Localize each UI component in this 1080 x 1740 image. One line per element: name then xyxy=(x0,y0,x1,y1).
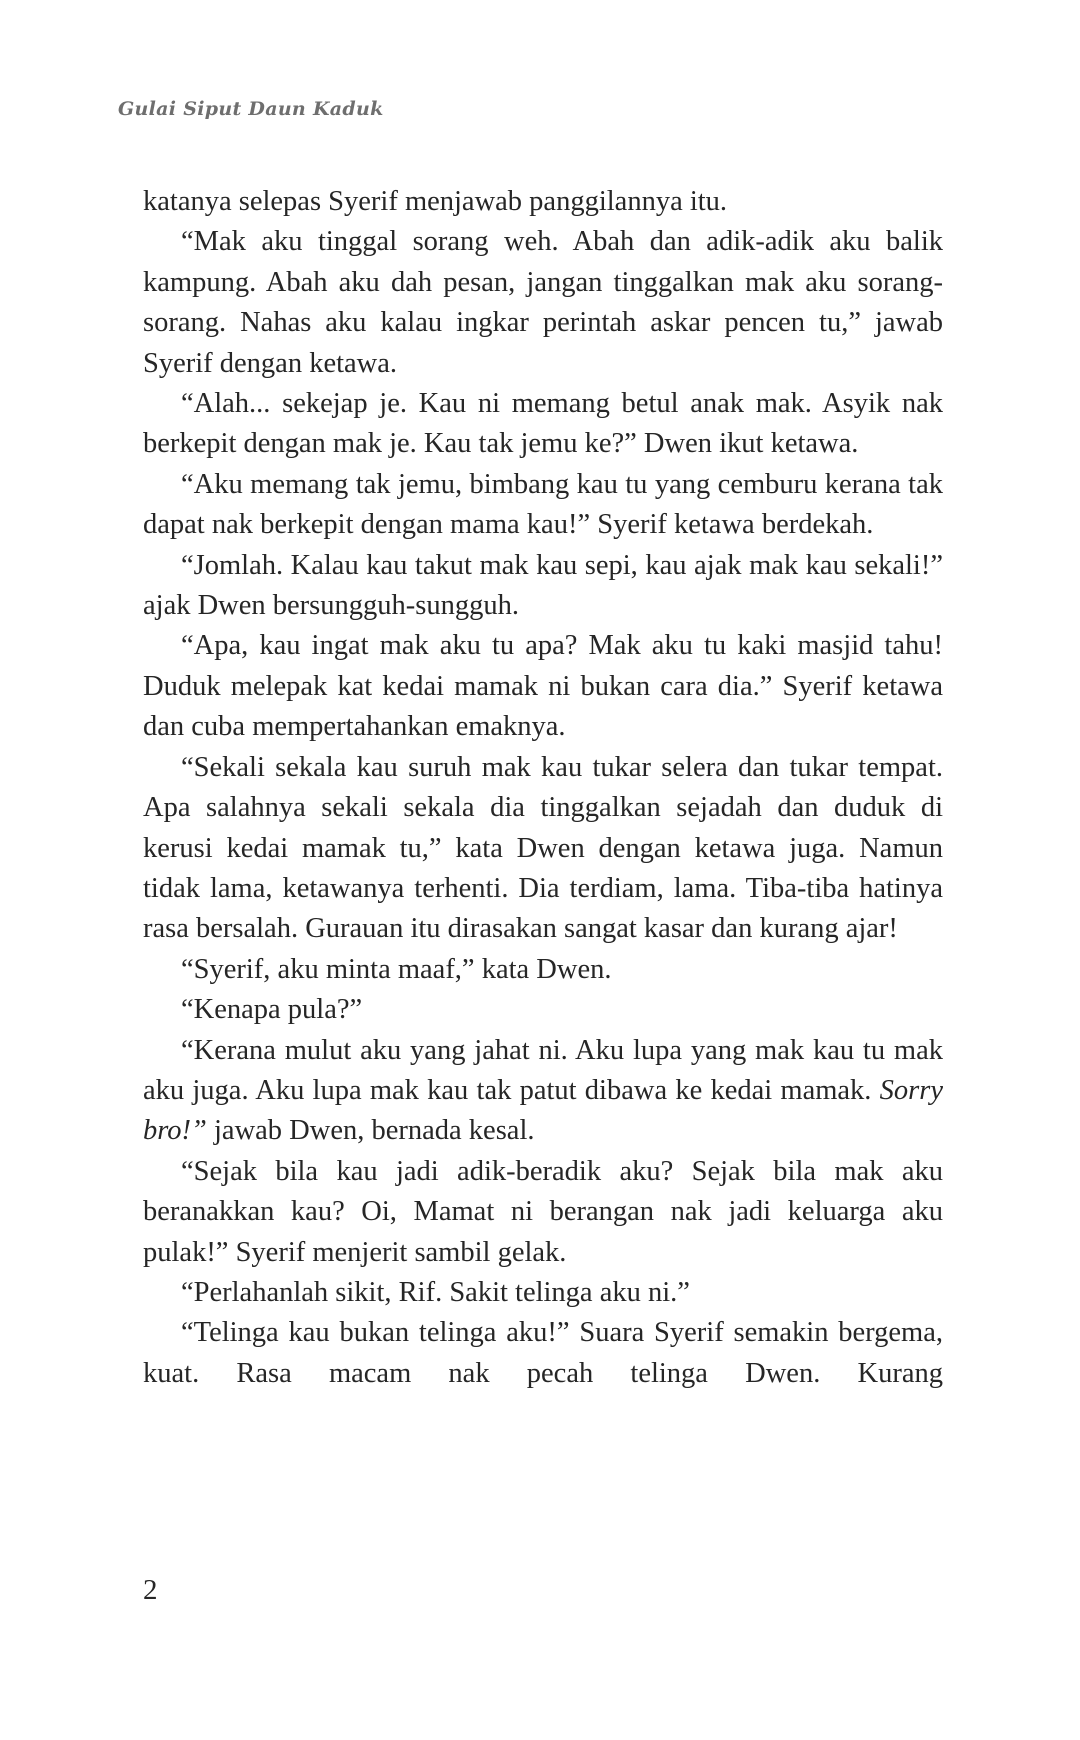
paragraph-text: “Kerana mulut aku yang jahat ni. Aku lupa yang mak kau tu mak aku juga. Aku lupa mak kau tak patut dibawa ke kedai mamak. xyxy=(143,1034,943,1106)
body-text xyxy=(143,182,943,1394)
paragraph: “Aku memang tak jemu, bimbang kau tu yang cemburu kerana tak dapat nak berkepit dengan mama kau!” Syerif ketawa berdekah. xyxy=(143,468,943,541)
page-number: 2 xyxy=(143,1574,158,1606)
paragraph: “Sejak bila kau jadi adik-beradik aku? Sejak bila mak aku beranakkan kau? Oi, Mamat ni berangan nak jadi keluarga aku pulak!” Syerif menjerit sambil gelak. xyxy=(143,1155,943,1268)
paragraph: “Alah... sekejap je. Kau ni memang betul anak mak. Asyik nak berkepit dengan mak je. Kau tak jemu ke?” Dwen ikut ketawa. xyxy=(143,388,943,460)
paragraph: “Mak aku tinggal sorang weh. Abah dan adik-adik aku balik kampung. Abah aku dah pesan, jangan tinggalkan mak aku sorang-sorang. Nahas aku kalau ingkar perintah askar pencen tu,” jawab Syerif dengan ketawa. xyxy=(143,226,943,379)
paragraph: “Kenapa pula?” xyxy=(181,994,363,1026)
paragraph-text: jawab Dwen, bernada kesal. xyxy=(206,1115,535,1147)
paragraph: “Jomlah. Kalau kau takut mak kau sepi, kau ajak mak kau sekali!” ajak Dwen bersungguh-sungguh. xyxy=(143,549,943,622)
paragraph xyxy=(143,1031,943,1152)
paragraph: “Syerif, aku minta maaf,” kata Dwen. xyxy=(181,953,612,985)
italic-phrase: Sorry bro!” xyxy=(143,1074,943,1147)
running-header: Gulai Siput Daun Kaduk xyxy=(118,98,384,120)
paragraph: “Sekali sekala kau suruh mak kau tukar selera dan tukar tempat. Apa salahnya sekali sekala dia tinggalkan sejadah dan duduk di kerusi kedai mamak tu,” kata Dwen dengan ketawa juga. Namun tidak lama, ketawanya terhenti. Dia terdiam, lama. Tiba-tiba hatinya rasa bersalah. Gurauan itu dirasakan sangat kasar dan kurang ajar! xyxy=(143,751,943,945)
paragraph: katanya selepas Syerif menjawab panggilannya itu. xyxy=(143,186,728,217)
paragraph: “Apa, kau ingat mak aku tu apa? Mak aku tu kaki masjid tahu! Duduk melepak kat kedai mamak ni bukan cara dia.” Syerif ketawa dan cuba mempertahankan emaknya. xyxy=(143,630,943,743)
paragraph: “Perlahanlah sikit, Rif. Sakit telinga aku ni.” xyxy=(181,1276,690,1308)
paragraph: “Telinga kau bukan telinga aku!” Suara Syerif semakin bergema, kuat. Rasa macam nak pecah telinga Dwen. Kurang xyxy=(143,1317,943,1389)
